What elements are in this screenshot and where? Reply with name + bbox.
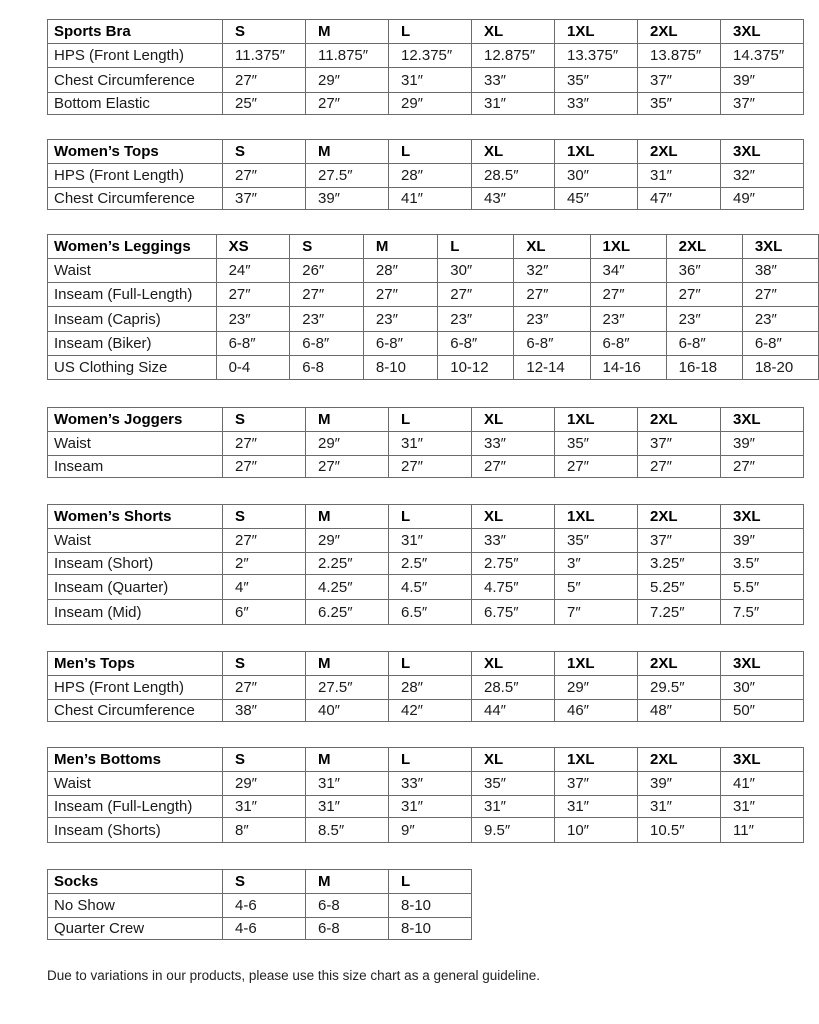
row-label: HPS (Front Length) (48, 676, 223, 700)
table-row (48, 918, 472, 940)
measurement-cell: 31″ (721, 796, 804, 818)
measurement-cell: 31″ (555, 796, 638, 818)
measurement-cell: 4-6 (223, 918, 306, 940)
measurement-cell: 49″ (721, 188, 804, 210)
size-header: 3XL (721, 505, 804, 529)
measurement-cell: 27″ (514, 283, 590, 307)
measurement-cell: 37″ (638, 68, 721, 93)
row-label: Chest Circumference (48, 188, 223, 210)
measurement-cell: 3.5″ (721, 553, 804, 575)
measurement-cell: 6-8″ (216, 332, 290, 356)
measurement-cell: 6-8″ (666, 332, 742, 356)
measurement-cell: 12-14 (514, 356, 590, 380)
table-row (48, 700, 804, 722)
measurement-cell: 28.5″ (472, 164, 555, 188)
measurement-cell: 31″ (306, 796, 389, 818)
measurement-cell: 27″ (306, 93, 389, 115)
measurement-cell: 50″ (721, 700, 804, 722)
row-label: Waist (48, 259, 217, 283)
measurement-cell: 39″ (721, 529, 804, 553)
measurement-cell: 27″ (555, 456, 638, 478)
measurement-cell: 23″ (590, 307, 666, 332)
measurement-cell: 32″ (514, 259, 590, 283)
measurement-cell: 11.875″ (306, 44, 389, 68)
row-label: Waist (48, 772, 223, 796)
measurement-cell: 26″ (290, 259, 364, 283)
measurement-cell: 18-20 (742, 356, 818, 380)
size-header: XL (472, 505, 555, 529)
size-header: XL (514, 235, 590, 259)
measurement-cell: 12.375″ (389, 44, 472, 68)
measurement-cell: 27″ (638, 456, 721, 478)
table-row (48, 332, 819, 356)
measurement-cell: 27″ (223, 68, 306, 93)
size-header: 1XL (555, 408, 638, 432)
size-header: M (306, 408, 389, 432)
size-header: 2XL (638, 20, 721, 44)
measurement-cell: 6-8″ (742, 332, 818, 356)
measurement-cell: 40″ (306, 700, 389, 722)
measurement-cell: 35″ (555, 529, 638, 553)
measurement-cell: 6-8″ (363, 332, 437, 356)
measurement-cell: 29″ (306, 432, 389, 456)
measurement-cell: 7.5″ (721, 600, 804, 625)
measurement-cell: 11.375″ (223, 44, 306, 68)
measurement-cell: 3.25″ (638, 553, 721, 575)
size-header: M (306, 748, 389, 772)
measurement-cell: 25″ (223, 93, 306, 115)
table-header-row (48, 140, 804, 164)
measurement-cell: 3″ (555, 553, 638, 575)
measurement-cell: 10-12 (438, 356, 514, 380)
measurement-cell: 28″ (389, 164, 472, 188)
measurement-cell: 38″ (742, 259, 818, 283)
socks-table (47, 869, 472, 940)
table-row (48, 456, 804, 478)
measurement-cell: 31″ (389, 68, 472, 93)
measurement-cell: 27″ (223, 456, 306, 478)
measurement-cell: 35″ (472, 772, 555, 796)
size-header: 2XL (638, 408, 721, 432)
table-row (48, 68, 804, 93)
measurement-cell: 41″ (721, 772, 804, 796)
row-label: Inseam (Shorts) (48, 818, 223, 843)
measurement-cell: 34″ (590, 259, 666, 283)
measurement-cell: 27.5″ (306, 676, 389, 700)
table-title: Socks (48, 870, 223, 894)
measurement-cell: 6-8″ (514, 332, 590, 356)
table-title: Women’s Leggings (48, 235, 217, 259)
size-header: XS (216, 235, 290, 259)
measurement-cell: 39″ (721, 68, 804, 93)
measurement-cell: 6-8 (290, 356, 364, 380)
measurement-cell: 2.25″ (306, 553, 389, 575)
measurement-cell: 4.25″ (306, 575, 389, 600)
size-header: L (389, 652, 472, 676)
size-header: S (223, 20, 306, 44)
measurement-cell: 45″ (555, 188, 638, 210)
measurement-cell: 31″ (389, 529, 472, 553)
row-label: Inseam (Short) (48, 553, 223, 575)
size-header: XL (472, 652, 555, 676)
table-row (48, 894, 472, 918)
measurement-cell: 27″ (721, 456, 804, 478)
table-row (48, 164, 804, 188)
measurement-cell: 6-8″ (438, 332, 514, 356)
measurement-cell: 23″ (290, 307, 364, 332)
measurement-cell: 30″ (555, 164, 638, 188)
row-label: Bottom Elastic (48, 93, 223, 115)
size-header: 3XL (721, 748, 804, 772)
measurement-cell: 44″ (472, 700, 555, 722)
measurement-cell: 6.75″ (472, 600, 555, 625)
womens-leggings-table (47, 234, 819, 380)
measurement-cell: 2″ (223, 553, 306, 575)
size-header: 3XL (721, 652, 804, 676)
size-header: L (389, 748, 472, 772)
table-row (48, 307, 819, 332)
size-header: 2XL (638, 652, 721, 676)
measurement-cell: 42″ (389, 700, 472, 722)
row-label: US Clothing Size (48, 356, 217, 380)
size-header: 3XL (721, 140, 804, 164)
measurement-cell: 33″ (472, 68, 555, 93)
size-header: S (223, 748, 306, 772)
measurement-cell: 31″ (472, 93, 555, 115)
size-header: 1XL (555, 140, 638, 164)
row-label: Inseam (Full-Length) (48, 283, 217, 307)
measurement-cell: 5.5″ (721, 575, 804, 600)
measurement-cell: 27″ (223, 432, 306, 456)
measurement-cell: 31″ (306, 772, 389, 796)
table-row (48, 283, 819, 307)
measurement-cell: 31″ (389, 796, 472, 818)
size-header: L (389, 20, 472, 44)
measurement-cell: 13.875″ (638, 44, 721, 68)
measurement-cell: 33″ (472, 432, 555, 456)
measurement-cell: 37″ (638, 432, 721, 456)
measurement-cell: 27″ (438, 283, 514, 307)
size-header: 1XL (555, 20, 638, 44)
table-header-row (48, 505, 804, 529)
row-label: HPS (Front Length) (48, 164, 223, 188)
measurement-cell: 27″ (363, 283, 437, 307)
table-title: Women’s Shorts (48, 505, 223, 529)
measurement-cell: 37″ (638, 529, 721, 553)
measurement-cell: 35″ (555, 68, 638, 93)
measurement-cell: 13.375″ (555, 44, 638, 68)
table-row (48, 553, 804, 575)
measurement-cell: 43″ (472, 188, 555, 210)
measurement-cell: 4.5″ (389, 575, 472, 600)
size-header: S (223, 140, 306, 164)
table-row (48, 676, 804, 700)
measurement-cell: 9.5″ (472, 818, 555, 843)
measurement-cell: 23″ (363, 307, 437, 332)
measurement-cell: 7.25″ (638, 600, 721, 625)
measurement-cell: 31″ (223, 796, 306, 818)
measurement-cell: 23″ (438, 307, 514, 332)
measurement-cell: 6.5″ (389, 600, 472, 625)
measurement-cell: 27″ (223, 164, 306, 188)
measurement-cell: 27″ (223, 676, 306, 700)
measurement-cell: 4″ (223, 575, 306, 600)
measurement-cell: 31″ (472, 796, 555, 818)
row-label: Inseam (Capris) (48, 307, 217, 332)
measurement-cell: 14-16 (590, 356, 666, 380)
measurement-cell: 7″ (555, 600, 638, 625)
size-header: M (306, 652, 389, 676)
measurement-cell: 27″ (216, 283, 290, 307)
measurement-cell: 36″ (666, 259, 742, 283)
measurement-cell: 2.5″ (389, 553, 472, 575)
measurement-cell: 11″ (721, 818, 804, 843)
measurement-cell: 27″ (666, 283, 742, 307)
measurement-cell: 32″ (721, 164, 804, 188)
row-label: Inseam (Quarter) (48, 575, 223, 600)
size-header: M (306, 140, 389, 164)
measurement-cell: 39″ (721, 432, 804, 456)
measurement-cell: 4-6 (223, 894, 306, 918)
size-header: 1XL (590, 235, 666, 259)
row-label: Waist (48, 529, 223, 553)
measurement-cell: 8.5″ (306, 818, 389, 843)
size-header: 3XL (742, 235, 818, 259)
size-header: XL (472, 140, 555, 164)
size-header: M (363, 235, 437, 259)
measurement-cell: 6-8″ (590, 332, 666, 356)
footnote: Due to variations in our products, please use this size chart as a general guideline. (47, 968, 541, 983)
measurement-cell: 35″ (638, 93, 721, 115)
size-header: S (223, 870, 306, 894)
row-label: Inseam (Full-Length) (48, 796, 223, 818)
measurement-cell: 31″ (638, 796, 721, 818)
table-title: Men’s Tops (48, 652, 223, 676)
womens-shorts-table (47, 504, 804, 625)
size-header: 2XL (638, 505, 721, 529)
size-header: S (223, 652, 306, 676)
size-header: M (306, 505, 389, 529)
measurement-cell: 48″ (638, 700, 721, 722)
measurement-cell: 4.75″ (472, 575, 555, 600)
table-row (48, 772, 804, 796)
measurement-cell: 10.5″ (638, 818, 721, 843)
row-label: Chest Circumference (48, 700, 223, 722)
mens-tops-table (47, 651, 804, 722)
size-header: XL (472, 408, 555, 432)
table-title: Women’s Tops (48, 140, 223, 164)
size-header: L (389, 408, 472, 432)
size-header: L (389, 870, 472, 894)
table-header-row (48, 870, 472, 894)
table-row (48, 44, 804, 68)
measurement-cell: 39″ (306, 188, 389, 210)
size-header: L (389, 505, 472, 529)
measurement-cell: 33″ (472, 529, 555, 553)
size-header: 1XL (555, 652, 638, 676)
row-label: Quarter Crew (48, 918, 223, 940)
measurement-cell: 27.5″ (306, 164, 389, 188)
measurement-cell: 28″ (363, 259, 437, 283)
measurement-cell: 28.5″ (472, 676, 555, 700)
measurement-cell: 29″ (223, 772, 306, 796)
size-header: L (389, 140, 472, 164)
measurement-cell: 37″ (223, 188, 306, 210)
table-header-row (48, 652, 804, 676)
measurement-cell: 0-4 (216, 356, 290, 380)
row-label: Inseam (Mid) (48, 600, 223, 625)
measurement-cell: 29″ (555, 676, 638, 700)
table-row (48, 575, 804, 600)
size-header: XL (472, 20, 555, 44)
size-header: 2XL (666, 235, 742, 259)
womens-joggers-table (47, 407, 804, 478)
measurement-cell: 41″ (389, 188, 472, 210)
table-row (48, 93, 804, 115)
size-header: S (290, 235, 364, 259)
measurement-cell: 8-10 (389, 918, 472, 940)
row-label: Waist (48, 432, 223, 456)
measurement-cell: 12.875″ (472, 44, 555, 68)
table-title: Women’s Joggers (48, 408, 223, 432)
row-label: No Show (48, 894, 223, 918)
table-header-row (48, 748, 804, 772)
measurement-cell: 47″ (638, 188, 721, 210)
measurement-cell: 6″ (223, 600, 306, 625)
measurement-cell: 5.25″ (638, 575, 721, 600)
measurement-cell: 8-10 (363, 356, 437, 380)
table-row (48, 188, 804, 210)
measurement-cell: 29″ (306, 529, 389, 553)
measurement-cell: 14.375″ (721, 44, 804, 68)
table-row (48, 529, 804, 553)
measurement-cell: 6-8 (306, 894, 389, 918)
size-header: 1XL (555, 748, 638, 772)
measurement-cell: 30″ (721, 676, 804, 700)
table-header-row (48, 235, 819, 259)
measurement-cell: 27″ (290, 283, 364, 307)
mens-bottoms-table (47, 747, 804, 843)
measurement-cell: 23″ (666, 307, 742, 332)
size-header: S (223, 408, 306, 432)
measurement-cell: 33″ (389, 772, 472, 796)
table-row (48, 356, 819, 380)
measurement-cell: 6-8 (306, 918, 389, 940)
measurement-cell: 6.25″ (306, 600, 389, 625)
size-header: L (438, 235, 514, 259)
measurement-cell: 6-8″ (290, 332, 364, 356)
measurement-cell: 23″ (742, 307, 818, 332)
measurement-cell: 28″ (389, 676, 472, 700)
measurement-cell: 27″ (389, 456, 472, 478)
measurement-cell: 27″ (590, 283, 666, 307)
table-row (48, 600, 804, 625)
measurement-cell: 9″ (389, 818, 472, 843)
measurement-cell: 33″ (555, 93, 638, 115)
measurement-cell: 27″ (742, 283, 818, 307)
measurement-cell: 23″ (216, 307, 290, 332)
measurement-cell: 27″ (472, 456, 555, 478)
measurement-cell: 16-18 (666, 356, 742, 380)
measurement-cell: 23″ (514, 307, 590, 332)
measurement-cell: 31″ (638, 164, 721, 188)
measurement-cell: 2.75″ (472, 553, 555, 575)
measurement-cell: 39″ (638, 772, 721, 796)
row-label: Inseam (48, 456, 223, 478)
row-label: HPS (Front Length) (48, 44, 223, 68)
measurement-cell: 29″ (306, 68, 389, 93)
measurement-cell: 46″ (555, 700, 638, 722)
measurement-cell: 29.5″ (638, 676, 721, 700)
size-header: 2XL (638, 140, 721, 164)
measurement-cell: 5″ (555, 575, 638, 600)
size-header: M (306, 870, 389, 894)
measurement-cell: 37″ (555, 772, 638, 796)
size-header: 1XL (555, 505, 638, 529)
table-row (48, 818, 804, 843)
measurement-cell: 37″ (721, 93, 804, 115)
womens-tops-table (47, 139, 804, 210)
row-label: Chest Circumference (48, 68, 223, 93)
size-header: M (306, 20, 389, 44)
table-row (48, 796, 804, 818)
size-header: 2XL (638, 748, 721, 772)
table-title: Men’s Bottoms (48, 748, 223, 772)
measurement-cell: 35″ (555, 432, 638, 456)
measurement-cell: 31″ (389, 432, 472, 456)
measurement-cell: 24″ (216, 259, 290, 283)
size-header: 3XL (721, 408, 804, 432)
measurement-cell: 30″ (438, 259, 514, 283)
table-row (48, 432, 804, 456)
size-header: 3XL (721, 20, 804, 44)
measurement-cell: 10″ (555, 818, 638, 843)
measurement-cell: 27″ (223, 529, 306, 553)
table-header-row (48, 408, 804, 432)
size-header: S (223, 505, 306, 529)
measurement-cell: 8″ (223, 818, 306, 843)
table-row (48, 259, 819, 283)
table-header-row (48, 20, 804, 44)
measurement-cell: 27″ (306, 456, 389, 478)
measurement-cell: 29″ (389, 93, 472, 115)
sports-bra-table (47, 19, 804, 115)
row-label: Inseam (Biker) (48, 332, 217, 356)
size-header: XL (472, 748, 555, 772)
table-title: Sports Bra (48, 20, 223, 44)
measurement-cell: 8-10 (389, 894, 472, 918)
measurement-cell: 38″ (223, 700, 306, 722)
